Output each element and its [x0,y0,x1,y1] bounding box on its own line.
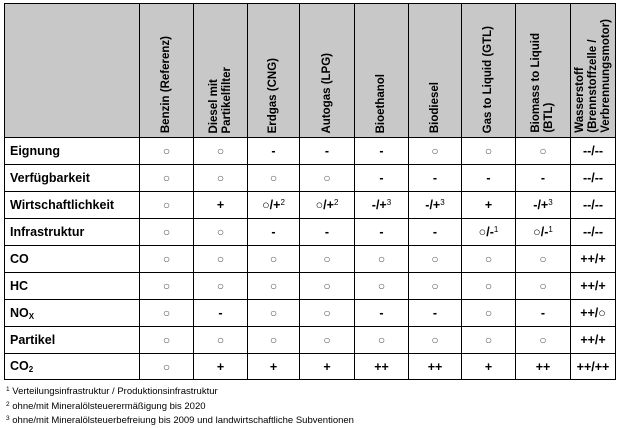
column-header-wrap [516,4,570,137]
rating-cell [516,327,571,354]
row-label-text: CO [10,359,29,373]
rating-cell [409,354,462,380]
rating-cell [571,327,616,354]
rating-cell [140,219,194,246]
rating-value: + [484,198,493,212]
rating-cell [571,192,616,219]
rating-value: ○ [269,333,278,347]
rating-cell [248,327,300,354]
rating-value: - [432,306,438,320]
rating-cell [409,192,462,219]
rating-cell [355,219,409,246]
rating-value: - [486,171,491,185]
rating-cell [462,246,516,273]
rating-value: ++/+ [580,333,606,347]
rating-value: ○ [162,144,171,158]
rating-cell [462,219,516,246]
rating-value: ○ [431,333,439,347]
comparison-table-container [4,3,616,380]
row-label-subscript: X [28,311,35,321]
rating-cell [409,138,462,165]
rating-value: ○ [484,306,493,320]
rating-value: ○ [539,279,547,293]
rating-value: ○ [162,333,171,347]
row-label [5,300,140,327]
rating-value: + [484,359,493,374]
footnote-marker: 3 [386,198,392,207]
rating-cell [140,192,194,219]
rating-cell [140,273,194,300]
footnote-marker: 3 [440,198,445,207]
rating-value: ○ [269,171,278,185]
rating-cell [409,165,462,192]
column-header-label: Autogas (LPG) [320,52,333,133]
footnote-text: ohne/mit Mineralölsteuerbefreiung bis 2009 und landwirtschaftliche Subventionen [9,415,354,426]
rating-value: ++/+ [580,279,606,293]
rating-cell [248,300,300,327]
rating-cell [516,165,571,192]
table-row [5,192,616,219]
rating-value: ○ [377,252,386,266]
rating-cell [355,354,409,380]
row-label-text: NO [10,305,29,320]
rating-value: ○ [484,279,493,293]
column-header-label: Wasserstoff (Brennstoffzelle / Verbrennungsmotor) [573,19,612,133]
rating-value: ++ [427,359,443,374]
rating-value: ○ [269,252,278,266]
footnote-marker: 3 [548,198,553,207]
rating-cell [300,273,355,300]
rating-cell [194,219,248,246]
rating-cell [248,138,300,165]
table-row [5,219,616,246]
rating-value: ○ [484,252,493,266]
rating-cell [140,300,194,327]
rating-value: --/-- [582,198,604,212]
row-label-text: Eignung [10,144,60,158]
footnote-marker: 1 [493,225,499,234]
rating-value: ○ [484,333,493,347]
row-label-subscript: 2 [28,365,34,374]
footnote-marker: 1 [548,225,553,234]
column-header [194,4,248,138]
rating-cell [248,165,300,192]
rating-value: --/-- [582,171,604,185]
table-row [5,300,616,327]
header-row [5,4,616,138]
footnote-number: 2 [6,400,10,408]
rating-cell [571,138,616,165]
rating-cell [248,354,300,380]
header-corner-cell [5,4,140,138]
rating-value: ○ [216,333,225,347]
rating-cell [355,138,409,165]
rating-cell [409,327,462,354]
footnote-marker: 2 [333,198,339,207]
rating-value: ++ [374,359,389,374]
rating-value: ○ [431,252,439,266]
rating-cell [355,327,409,354]
column-header [248,4,300,138]
column-header-label: Diesel mit Partikelfilter [207,66,233,133]
rating-value: ○ [162,306,171,320]
column-header-wrap [140,4,193,137]
table-row [5,165,616,192]
rating-cell [140,165,194,192]
rating-value: + [323,359,331,374]
rating-cell [462,327,516,354]
rating-value: ○ [216,225,225,239]
rating-value: ○ [216,171,225,185]
rating-value: ○ [323,306,331,320]
rating-value: ○ [162,279,171,293]
rating-cell [516,219,571,246]
column-header-wrap [248,4,299,137]
column-header-label: Gas to Liquid (GTL) [482,25,494,133]
rating-cell [462,273,516,300]
column-header [571,4,616,138]
row-label [5,138,140,165]
rating-cell [462,165,516,192]
column-header-wrap [194,4,247,137]
rating-value: - [379,171,384,185]
rating-cell [516,192,571,219]
rating-value: ○ [431,144,439,158]
row-label [5,246,140,273]
rating-cell [409,219,462,246]
rating-value: ○/- [533,225,549,239]
rating-cell [571,273,616,300]
rating-value: - [540,306,546,320]
rating-cell [571,219,616,246]
rating-cell [194,246,248,273]
rating-cell [355,165,409,192]
rating-value: ○ [269,306,278,320]
rating-value: ++/○ [580,306,606,320]
rating-value: ○ [162,198,171,212]
column-header-wrap [355,4,408,137]
rating-value: ++ [535,359,551,374]
rating-cell [355,300,409,327]
rating-cell [300,246,355,273]
column-header [300,4,355,138]
rating-value: ○ [323,279,331,293]
rating-cell [462,300,516,327]
table-row [5,246,616,273]
row-label [5,327,140,354]
column-header-label: Biomass to Liquid (BTL) [530,33,555,133]
rating-cell [571,165,616,192]
table-body [5,138,616,380]
rating-value: - [324,144,330,158]
rating-value: ○ [377,333,386,347]
table-row [5,327,616,354]
rating-cell [409,246,462,273]
rating-cell [355,273,409,300]
rating-cell [140,246,194,273]
column-header-wrap [571,4,615,137]
rating-cell [300,327,355,354]
column-header [516,4,571,138]
footnote-text: ohne/mit Mineralölsteuerermäßigung bis 2020 [9,400,206,412]
row-label [5,273,140,300]
row-label-text: HC [10,279,29,293]
rating-cell [462,138,516,165]
rating-value: ○ [162,252,171,266]
rating-value: + [269,359,278,374]
table-row [5,273,616,300]
rating-cell [300,219,355,246]
footnote-line [6,384,354,399]
rating-value: ○ [162,171,171,185]
rating-cell [516,354,571,380]
column-header-label: Biodiesel [428,81,441,133]
rating-value: - [271,225,276,239]
rating-cell [409,273,462,300]
column-header [355,4,409,138]
rating-cell [248,273,300,300]
column-header-wrap [300,4,354,137]
rating-cell [462,354,516,380]
rating-cell [571,246,616,273]
footnote-line [6,399,354,414]
rating-value: ○ [216,279,225,293]
rating-cell [248,246,300,273]
rating-value: ○ [216,144,225,158]
rating-value: + [216,359,225,374]
row-label-text: Partikel [10,333,56,347]
footnote-line [6,413,354,428]
footnotes [6,384,354,428]
footnote-number: 1 [6,386,10,393]
column-header-wrap [462,4,515,137]
rating-cell [300,165,355,192]
rating-value: ○/+ [315,198,334,212]
rating-value: ○ [323,333,331,347]
rating-value: - [540,171,546,185]
rating-value: ○ [216,252,225,266]
table-row [5,354,616,380]
rating-cell [300,192,355,219]
rating-cell [140,327,194,354]
rating-cell [355,192,409,219]
rating-cell [571,354,616,380]
rating-cell [194,138,248,165]
rating-cell [248,192,300,219]
rating-value: - [324,225,330,239]
rating-cell [248,219,300,246]
row-label-text: Verfügbarkeit [10,171,90,185]
rating-value: ○ [539,144,547,158]
row-label [5,192,140,219]
rating-value: ○ [269,279,278,293]
rating-cell [355,246,409,273]
rating-value: ++/+ [580,252,606,266]
rating-cell [194,165,248,192]
rating-value: ○ [162,225,171,239]
column-header [462,4,516,138]
row-label-text: Wirtschaftlichkeit [10,198,115,212]
footnote-number: 3 [6,415,10,422]
table-row [5,138,616,165]
rating-cell [194,192,248,219]
rating-value: - [379,306,384,320]
rating-value: ○ [431,279,439,293]
rating-value: - [379,225,384,239]
rating-value: - [379,144,384,158]
rating-value: ○/- [478,225,494,239]
rating-value: ○/+ [262,198,281,212]
footnote-text: Verteilungsinfrastruktur / Produktionsinfrastruktur [9,386,218,397]
rating-cell [140,138,194,165]
column-header-label: Benzin (Referenz) [160,35,172,133]
rating-value: ○ [484,144,493,158]
column-header [409,4,462,138]
rating-cell [516,273,571,300]
rating-value: ○ [539,252,547,266]
rating-value: ○ [162,359,171,374]
rating-value: -/+ [371,198,387,212]
fuel-comparison-table [4,3,616,380]
rating-value: + [216,198,225,212]
rating-cell [409,300,462,327]
row-label [5,219,140,246]
rating-value: ○ [377,279,386,293]
rating-value: --/-- [582,225,604,239]
rating-value: ○ [323,252,331,266]
rating-cell [516,138,571,165]
row-label-text: CO [10,252,29,266]
footnote-marker: 2 [280,198,285,207]
rating-cell [194,273,248,300]
rating-cell [571,300,616,327]
column-header-wrap [409,4,461,137]
rating-cell [194,327,248,354]
row-label [5,354,140,380]
row-label [5,165,140,192]
column-header-label: Erdgas (CNG) [267,57,279,133]
row-label-text: Infrastruktur [10,225,85,239]
column-header [140,4,194,138]
rating-value: ++/++ [576,359,610,374]
rating-cell [516,300,571,327]
rating-cell [516,246,571,273]
rating-cell [194,300,248,327]
rating-value: ○ [323,171,331,185]
rating-cell [462,192,516,219]
rating-value: --/-- [582,144,604,158]
rating-cell [194,354,248,380]
rating-cell [300,354,355,380]
rating-value: - [271,144,276,158]
rating-cell [300,138,355,165]
rating-value: -/+ [425,198,441,212]
rating-cell [140,354,194,380]
rating-value: - [432,225,438,239]
column-header-label: Bioethanol [375,73,387,133]
rating-cell [300,300,355,327]
rating-value: -/+ [533,198,549,212]
rating-value: - [432,171,438,185]
rating-value: - [218,306,223,320]
rating-value: ○ [539,333,547,347]
